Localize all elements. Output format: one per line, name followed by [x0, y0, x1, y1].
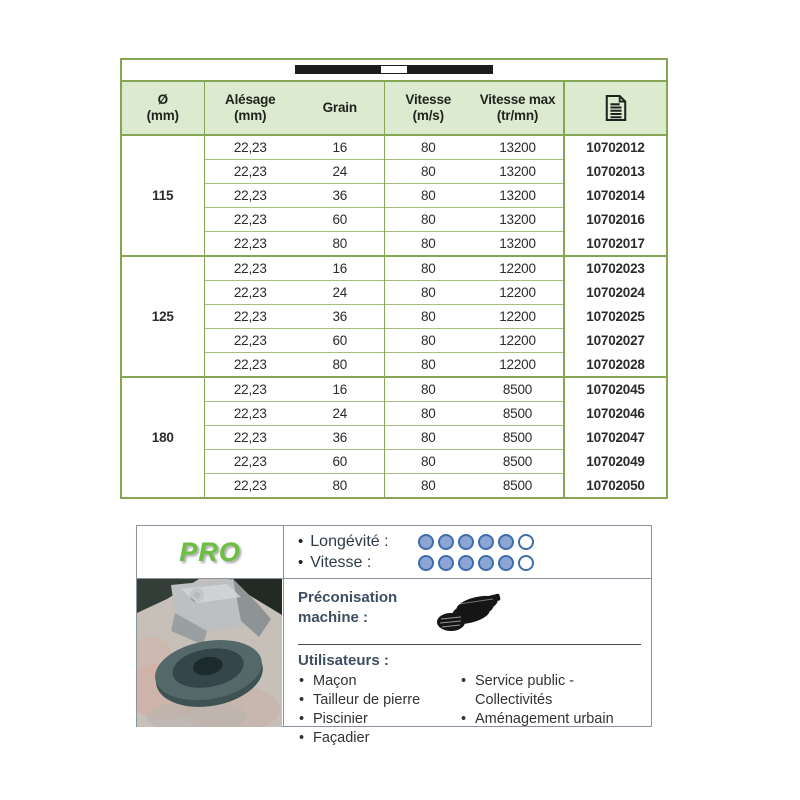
grain-cell: 24	[296, 402, 384, 426]
alesage-cell: 22,23	[204, 184, 296, 208]
table-row	[122, 135, 666, 160]
grain-cell: 36	[296, 184, 384, 208]
alesage-cell: 22,23	[204, 256, 296, 281]
header-alesage	[204, 82, 296, 135]
section-divider	[298, 644, 641, 645]
rating-row-vitesse	[298, 554, 651, 572]
grain-cell: 60	[296, 208, 384, 232]
ref-cell: 10702025	[564, 305, 666, 329]
user-item: • Maçon	[298, 672, 460, 691]
rating-dots-vitesse	[418, 555, 534, 571]
grain-cell: 60	[296, 329, 384, 353]
panel-body-row	[137, 579, 651, 746]
ref-cell: 10702017	[564, 232, 666, 257]
rating-dot-filled	[498, 555, 514, 571]
rating-dot-filled	[438, 555, 454, 571]
document-icon	[604, 94, 628, 122]
vmax-cell: 8500	[472, 450, 564, 474]
vitesse-cell: 80	[384, 402, 472, 426]
grain-cell: 36	[296, 305, 384, 329]
rating-dot-empty	[518, 534, 534, 550]
ref-cell: 10702013	[564, 160, 666, 184]
ref-cell: 10702014	[564, 184, 666, 208]
panel-top-row	[137, 526, 651, 579]
angle-grinder-icon	[431, 590, 503, 636]
vitesse-cell: 80	[384, 450, 472, 474]
table-row	[122, 450, 666, 474]
alesage-cell: 22,23	[204, 232, 296, 257]
vitesse-cell: 80	[384, 377, 472, 402]
ref-cell: 10702046	[564, 402, 666, 426]
vitesse-cell: 80	[384, 184, 472, 208]
bullet-icon: •	[298, 554, 304, 571]
alesage-cell: 22,23	[204, 450, 296, 474]
ref-cell: 10702049	[564, 450, 666, 474]
alesage-cell: 22,23	[204, 402, 296, 426]
vmax-cell: 12200	[472, 256, 564, 281]
alesage-cell: 22,23	[204, 281, 296, 305]
vitesse-cell: 80	[384, 474, 472, 498]
vitesse-cell: 80	[384, 353, 472, 378]
brand-label: PRO	[179, 536, 241, 567]
grinder-photo-illustration	[137, 579, 282, 727]
grain-cell: 80	[296, 232, 384, 257]
header-diameter-unit: (mm)	[146, 108, 179, 123]
table-row	[122, 184, 666, 208]
table-row	[122, 305, 666, 329]
header-diameter-label: Ø	[157, 92, 168, 108]
user-item: • Tailleur de pierre	[298, 691, 460, 710]
ratings-section	[284, 526, 651, 578]
table-row	[122, 402, 666, 426]
rating-label: Vitesse :	[310, 553, 372, 571]
header-alesage-label: Alésage	[225, 92, 276, 108]
rating-dot-filled	[418, 555, 434, 571]
table-row	[122, 426, 666, 450]
alesage-cell: 22,23	[204, 208, 296, 232]
vmax-cell: 12200	[472, 353, 564, 378]
vitesse-cell: 80	[384, 281, 472, 305]
vmax-cell: 13200	[472, 208, 564, 232]
alesage-cell: 22,23	[204, 353, 296, 378]
table-row	[122, 160, 666, 184]
rating-dot-filled	[438, 534, 454, 550]
rating-dot-filled	[458, 555, 474, 571]
top-bar-graphic	[295, 65, 493, 74]
table-top-strip	[122, 60, 666, 82]
diameter-cell: 125	[122, 256, 204, 377]
preconisation-section	[298, 588, 641, 638]
ref-cell: 10702024	[564, 281, 666, 305]
vmax-cell: 8500	[472, 474, 564, 498]
rating-dot-filled	[418, 534, 434, 550]
user-item: • Service public - Collectivités	[460, 672, 641, 710]
alesage-cell: 22,23	[204, 305, 296, 329]
table-row	[122, 256, 666, 281]
rating-dot-filled	[478, 555, 494, 571]
rating-dot-filled	[458, 534, 474, 550]
vitesse-cell: 80	[384, 208, 472, 232]
ref-cell: 10702028	[564, 353, 666, 378]
ref-cell: 10702027	[564, 329, 666, 353]
user-item: • Piscinier	[298, 710, 460, 729]
header-grain	[296, 82, 384, 135]
grain-cell: 80	[296, 353, 384, 378]
vmax-cell: 13200	[472, 184, 564, 208]
header-vitesse-max-unit: (tr/mn)	[496, 108, 539, 123]
ref-cell: 10702023	[564, 256, 666, 281]
rating-dot-empty	[518, 555, 534, 571]
preconisation-line1: Préconisation	[298, 589, 398, 606]
user-item: • Aménagement urbain	[460, 710, 641, 729]
spec-table-body	[122, 135, 666, 497]
table-row	[122, 208, 666, 232]
top-bar-gap	[381, 66, 407, 73]
header-vitesse-max-label: Vitesse max	[479, 92, 556, 108]
header-diameter	[122, 82, 204, 135]
table-row	[122, 474, 666, 498]
table-row	[122, 329, 666, 353]
product-info-panel	[136, 525, 652, 746]
ref-cell: 10702045	[564, 377, 666, 402]
grain-cell: 80	[296, 474, 384, 498]
alesage-cell: 22,23	[204, 329, 296, 353]
alesage-cell: 22,23	[204, 474, 296, 498]
users-title: Utilisateurs :	[298, 652, 389, 669]
grain-cell: 36	[296, 426, 384, 450]
users-list-section	[298, 672, 641, 748]
preconisation-line2: machine :	[298, 609, 369, 627]
header-vitesse-unit: (m/s)	[412, 108, 444, 123]
rating-dot-filled	[498, 534, 514, 550]
spec-table-panel	[120, 58, 668, 499]
rating-label: Longévité :	[310, 532, 389, 550]
vitesse-cell: 80	[384, 305, 472, 329]
grain-cell: 24	[296, 281, 384, 305]
vitesse-cell: 80	[384, 426, 472, 450]
header-vitesse-label: Vitesse	[405, 92, 452, 108]
header-grain-label: Grain	[322, 100, 357, 116]
rating-dots-longevite	[418, 534, 534, 550]
spec-table	[122, 82, 666, 497]
header-vitesse-max	[472, 82, 564, 135]
table-row	[122, 232, 666, 257]
vmax-cell: 12200	[472, 305, 564, 329]
grain-cell: 24	[296, 160, 384, 184]
user-item: • Façadier	[298, 729, 460, 748]
grain-cell: 16	[296, 377, 384, 402]
ref-cell: 10702050	[564, 474, 666, 498]
alesage-cell: 22,23	[204, 160, 296, 184]
table-row	[122, 353, 666, 378]
grain-cell: 60	[296, 450, 384, 474]
header-reference	[564, 82, 666, 135]
grain-cell: 16	[296, 135, 384, 160]
vitesse-cell: 80	[384, 135, 472, 160]
vmax-cell: 8500	[472, 377, 564, 402]
diameter-cell: 115	[122, 135, 204, 256]
vitesse-cell: 80	[384, 160, 472, 184]
ref-cell: 10702047	[564, 426, 666, 450]
grain-cell: 16	[296, 256, 384, 281]
vmax-cell: 13200	[472, 232, 564, 257]
ref-cell: 10702012	[564, 135, 666, 160]
vmax-cell: 8500	[472, 402, 564, 426]
vmax-cell: 13200	[472, 160, 564, 184]
product-photo	[137, 579, 284, 727]
users-list-right	[460, 672, 641, 748]
table-row	[122, 377, 666, 402]
vmax-cell: 13200	[472, 135, 564, 160]
bullet-icon: •	[298, 533, 304, 550]
preconisation-label	[298, 588, 397, 629]
header-row	[122, 82, 666, 135]
vitesse-cell: 80	[384, 256, 472, 281]
diameter-cell: 180	[122, 377, 204, 497]
panel-right-column	[284, 579, 651, 746]
vmax-cell: 12200	[472, 329, 564, 353]
alesage-cell: 22,23	[204, 426, 296, 450]
alesage-cell: 22,23	[204, 135, 296, 160]
table-row	[122, 281, 666, 305]
rating-row-longevite	[298, 533, 651, 551]
vitesse-cell: 80	[384, 329, 472, 353]
rating-dot-filled	[478, 534, 494, 550]
vmax-cell: 8500	[472, 426, 564, 450]
vitesse-cell: 80	[384, 232, 472, 257]
alesage-cell: 22,23	[204, 377, 296, 402]
vmax-cell: 12200	[472, 281, 564, 305]
brand-cell	[137, 526, 284, 578]
ref-cell: 10702016	[564, 208, 666, 232]
users-list-left	[298, 672, 460, 748]
header-alesage-unit: (mm)	[234, 108, 267, 123]
header-vitesse	[384, 82, 472, 135]
